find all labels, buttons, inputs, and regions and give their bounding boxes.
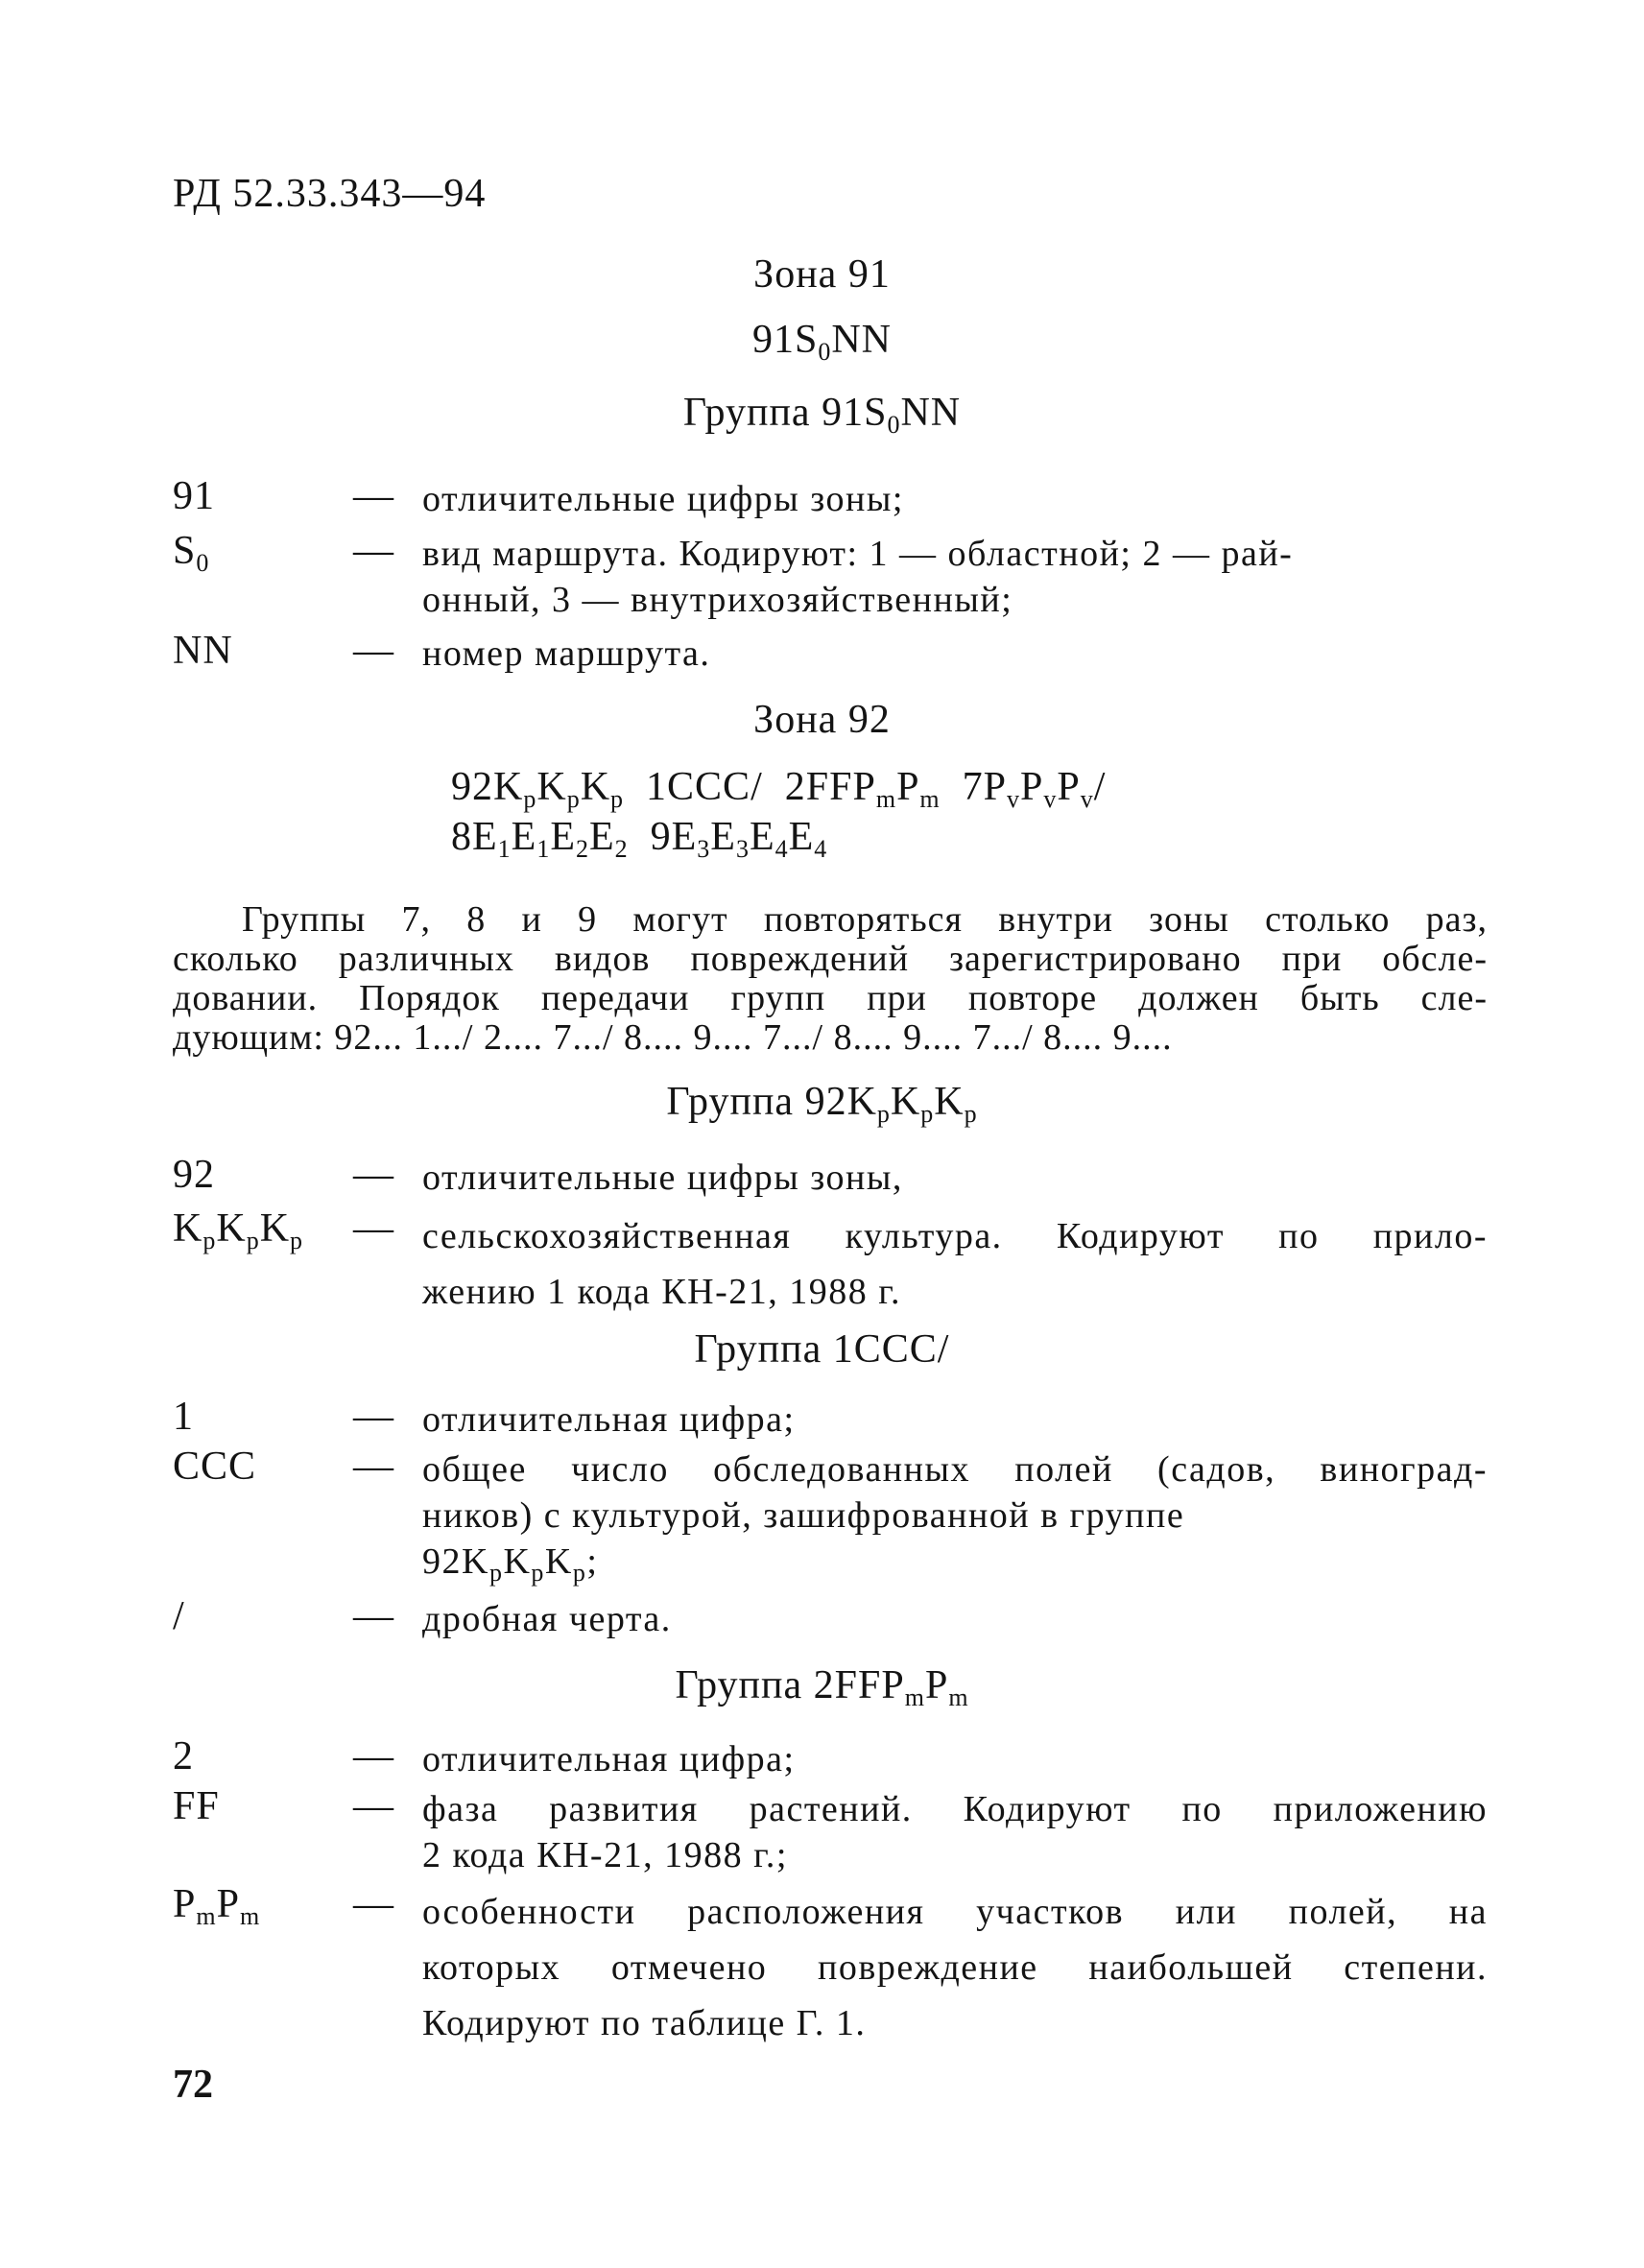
def-term: 91	[173, 474, 215, 518]
dash: —	[353, 1594, 393, 1638]
zone91-title: Зона 91	[753, 252, 891, 297]
group91-title: Группа $91S_0NN$	[682, 391, 962, 439]
dash: —	[353, 474, 393, 518]
repeat-order-paragraph: Группы 7, 8 и 9 могут повторяться внутри зоны столько раз, сколько различных видов повреждений зарегистрировано при обсле- довании. Порядок передачи групп при повторе должен быть сле- дующим: 92... 1.../ 2.... 7.../ 8.... 9.... 7.../ 8.... 9.... 7.../ 8.... 9....	[173, 899, 1488, 1058]
def-text: отличительная цифра;	[422, 1399, 796, 1440]
zone92-formula-line2: $8E_1E_1E_2E_2$ $9E_3E_3E_4E_4$	[451, 815, 828, 863]
dash: —	[353, 1206, 393, 1251]
def-text: дробная черта.	[422, 1599, 672, 1639]
page-number: 72	[173, 2063, 213, 2107]
def-term: $S_0$	[173, 529, 210, 577]
def-term: 2	[173, 1734, 194, 1779]
def-text: номер маршрута.	[422, 633, 711, 674]
def-term: $P_mP_m$	[173, 1882, 261, 1930]
zone91-code: $91S_0NN$	[751, 318, 893, 366]
dash: —	[353, 1882, 393, 1926]
def-term: FF	[173, 1784, 220, 1828]
group2-title: Группа $2FFP_mP_m$	[675, 1663, 969, 1711]
def-term: NN	[173, 629, 233, 673]
group1-title: Группа 1CCC/	[694, 1327, 950, 1372]
def-text: отличительные цифры зоны;	[422, 479, 904, 519]
def-text: отличительные цифры зоны,	[422, 1158, 903, 1198]
def-text: общее число обследованных полей (садов, виноград- ников) с культурой, зашифрованной в группе $92K_pK_pK_p$;	[422, 1449, 1488, 1587]
dash: —	[353, 1734, 393, 1779]
def-term: $K_pK_pK_p$	[173, 1206, 304, 1254]
def-term: CCC	[173, 1444, 257, 1489]
zone92-title: Зона 92	[753, 698, 891, 742]
dash: —	[353, 529, 393, 573]
def-term: 1	[173, 1395, 194, 1439]
zone92-formula-line1: $92K_pK_pK_p$ 1CCC/ $2FFP_mP_m$ $7P_vP_vP_v/$	[451, 765, 1107, 813]
dash: —	[353, 1784, 393, 1828]
def-text: сельскохозяйственная культура. Кодируют по прило- жению 1 кода КН-21, 1988 г.	[422, 1216, 1488, 1312]
def-term: /	[173, 1594, 185, 1638]
dash: —	[353, 1444, 393, 1489]
group92-title: Группа $92K_pK_pK_p$	[666, 1080, 978, 1128]
def-text: фаза развития растений. Кодируют по приложению 2 кода КН-21, 1988 г.;	[422, 1789, 1488, 1875]
def-term: 92	[173, 1153, 215, 1197]
dash: —	[353, 1153, 393, 1197]
zone92-formula	[451, 762, 1106, 862]
def-text: вид маршрута. Кодируют: 1 — областной; 2 — рай- онный, 3 — внутрихозяйственный;	[422, 534, 1294, 620]
document-code-header: РД 52.33.343—94	[173, 172, 487, 216]
def-text: отличительная цифра;	[422, 1739, 796, 1779]
dash: —	[353, 1395, 393, 1439]
dash: —	[353, 629, 393, 673]
def-text: особенности расположения участков или полей, на которых отмечено повреждение наибольшей степени. Кодируют по таблице Г. 1.	[422, 1892, 1488, 2043]
